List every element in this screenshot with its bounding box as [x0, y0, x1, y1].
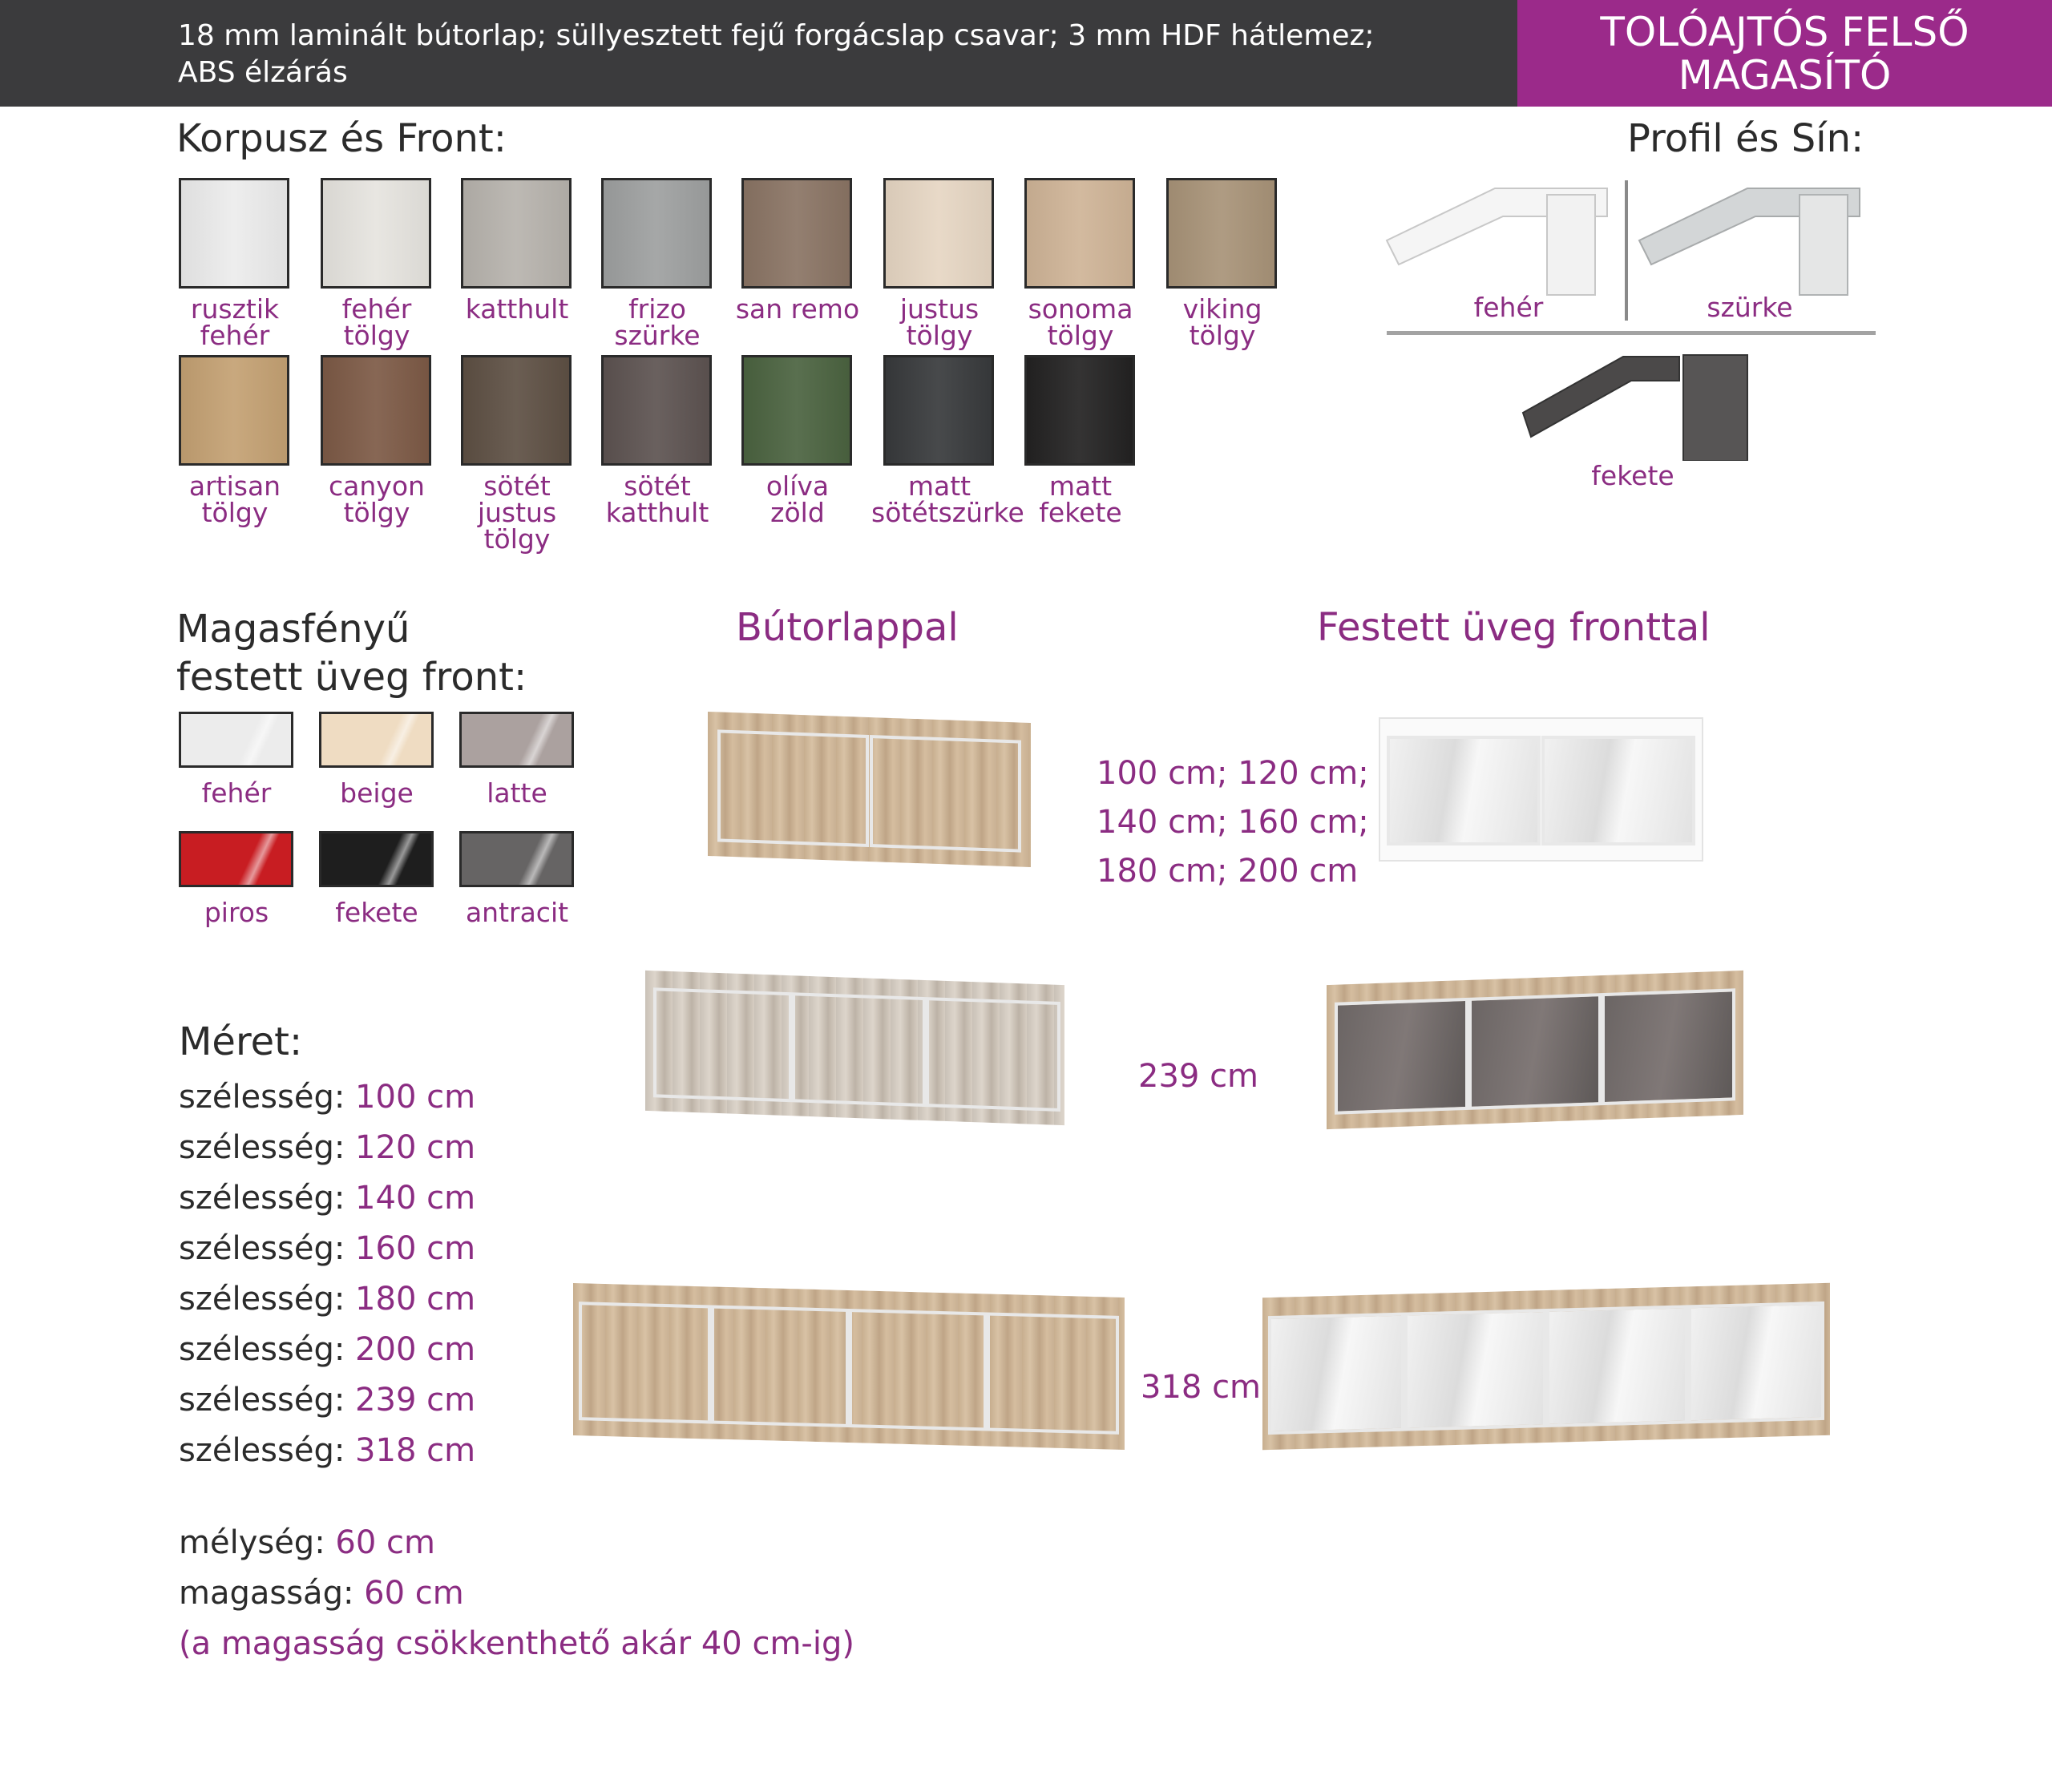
label-line-1: sötét: [483, 470, 551, 502]
width-value: 239 cm: [355, 1382, 476, 1419]
glass-swatch-label: piros: [204, 897, 269, 928]
size-line-1: 100 cm; 120 cm;: [1097, 755, 1369, 792]
spec-line-2: ABS élzárás: [178, 56, 348, 89]
size-line-3: 180 cm; 200 cm: [1097, 853, 1359, 890]
label-line-1: matt: [907, 470, 971, 502]
korpusz-swatch: [741, 355, 852, 466]
width-row: [179, 1375, 475, 1426]
label-line-2: katthult: [605, 497, 709, 528]
height-label: magasság:: [179, 1575, 354, 1612]
label-line-1: viking: [1182, 293, 1262, 325]
cabinet-door: [1268, 1312, 1404, 1435]
cabinet-door: [1546, 1305, 1688, 1427]
glass-heading-line-1: Magasfényű: [176, 607, 410, 652]
korpusz-swatch: [601, 178, 712, 289]
glass-swatch-label: fehér: [201, 777, 272, 809]
korpusz-swatch: [1024, 355, 1135, 466]
korpusz-swatch: [1024, 178, 1135, 289]
korpusz-swatch: [883, 178, 994, 289]
korpusz-heading: Korpusz és Front:: [176, 116, 507, 161]
cabinet-door: [870, 735, 1021, 853]
glass-swatch-label: antracit: [465, 897, 569, 928]
cabinet-door: [1688, 1302, 1824, 1424]
column-festett-uveg: Festett üveg fronttal: [1317, 605, 1711, 650]
korpusz-swatch-label: [449, 293, 585, 325]
cabinet-wood-2-door: [708, 712, 1031, 867]
width-row: [179, 1224, 475, 1274]
label-line-2: tölgy: [343, 320, 410, 351]
label-line-2: fekete: [1039, 497, 1122, 528]
label-line-2: sötétszürke: [871, 497, 1024, 528]
cabinet-door: [792, 992, 926, 1106]
korpusz-swatch-label: [729, 293, 866, 325]
cabinet-door: [1468, 993, 1602, 1110]
label-line-1: sonoma: [1028, 293, 1133, 325]
korpusz-swatch-label: [871, 470, 1024, 528]
size-line-2: 140 cm; 160 cm;: [1097, 804, 1369, 841]
profil-label-fekete: fekete: [1591, 460, 1674, 491]
cabinet-door: [926, 997, 1060, 1111]
korpusz-swatch-label: [449, 470, 585, 555]
label-line-2: fehér: [200, 320, 270, 351]
label-line-1: san remo: [735, 293, 860, 325]
label-line-2: tölgy: [201, 497, 269, 528]
label-line-1: katthult: [465, 293, 569, 325]
column-butorlap: Bútorlappal: [736, 605, 959, 650]
width-label: szélesség:: [179, 1129, 345, 1166]
width-value: 160 cm: [355, 1230, 476, 1267]
label-line-1: sötét: [624, 470, 691, 502]
width-list: [179, 1072, 475, 1476]
korpusz-swatch-label: [871, 293, 1008, 351]
depth-label: mélység:: [179, 1524, 325, 1561]
glass-swatch: [459, 712, 574, 768]
cabinet-door: [579, 1302, 711, 1424]
width-label: szélesség:: [179, 1382, 345, 1419]
cabinet-door: [1335, 997, 1468, 1114]
spec-text: [178, 18, 1493, 91]
width-value: 200 cm: [355, 1331, 476, 1368]
width-row: [179, 1274, 475, 1325]
width-value: 318 cm: [355, 1432, 476, 1469]
height-value: 60 cm: [364, 1575, 464, 1612]
width-label: szélesség:: [179, 1281, 345, 1318]
label-line-2: justus tölgy: [477, 497, 557, 555]
korpusz-swatch-label: [309, 293, 445, 351]
korpusz-swatch-label: [1012, 293, 1149, 351]
width-value: 100 cm: [355, 1079, 476, 1116]
size-group-1: [1097, 749, 1369, 896]
size-239: 239 cm: [1138, 1058, 1259, 1095]
glass-heading-line-2: festett üveg front:: [176, 655, 527, 700]
spec-line-1: 18 mm laminált bútorlap; süllyesztett fejű forgácslap csavar; 3 mm HDF hátlemez;: [178, 19, 1375, 52]
korpusz-swatch-label: [309, 470, 445, 528]
label-line-1: canyon: [329, 470, 425, 502]
glass-swatch: [319, 831, 434, 887]
korpusz-swatch-label: [1012, 470, 1149, 528]
height-row: [179, 1575, 464, 1612]
korpusz-swatch-label: [167, 293, 303, 351]
korpusz-swatch: [321, 178, 431, 289]
glass-heading: [176, 605, 527, 701]
cabinet-door: [711, 1305, 849, 1427]
label-line-1: rusztik: [190, 293, 280, 325]
width-row: [179, 1325, 475, 1375]
profil-rail-white: [1383, 180, 1623, 301]
glass-swatch-label: beige: [340, 777, 414, 809]
cabinet-door: [653, 987, 792, 1102]
label-line-1: frizo: [628, 293, 686, 325]
cabinet-door: [987, 1312, 1119, 1435]
label-line-2: tölgy: [1047, 320, 1114, 351]
cabinet-door: [1404, 1309, 1546, 1431]
cabinet-glass-white-2-door: [1379, 717, 1703, 862]
title-line-2: MAGASÍTÓ: [1678, 51, 1892, 99]
korpusz-swatch-label: [1154, 293, 1291, 351]
cabinet-wood-3-door: [645, 971, 1064, 1125]
width-label: szélesség:: [179, 1180, 345, 1217]
profil-divider: [1387, 331, 1876, 335]
label-line-2: zöld: [770, 497, 825, 528]
cabinet-door: [849, 1309, 987, 1431]
meret-heading: Méret:: [179, 1019, 303, 1064]
korpusz-swatch: [179, 355, 289, 466]
glass-swatch: [459, 831, 574, 887]
korpusz-swatch: [601, 355, 712, 466]
cabinet-door: [717, 729, 869, 847]
korpusz-swatch: [461, 178, 572, 289]
label-line-2: szürke: [614, 320, 701, 351]
cabinet-wood-4-door: [573, 1283, 1125, 1450]
width-row: [179, 1173, 475, 1224]
glass-swatch: [319, 712, 434, 768]
label-line-2: tölgy: [1189, 320, 1256, 351]
title-box: [1517, 0, 2052, 107]
label-line-1: matt: [1048, 470, 1113, 502]
width-value: 140 cm: [355, 1180, 476, 1217]
cabinet-door: [1602, 988, 1735, 1105]
width-value: 180 cm: [355, 1281, 476, 1318]
width-label: szélesség:: [179, 1230, 345, 1267]
profil-rail-black: [1519, 349, 1759, 461]
width-row: [179, 1426, 475, 1476]
profil-label-szurke: szürke: [1707, 292, 1793, 323]
label-line-1: artisan: [188, 470, 281, 502]
title-line-1: TOLÓAJTÓS FELSŐ: [1600, 8, 1969, 55]
width-row: [179, 1123, 475, 1173]
korpusz-swatch: [741, 178, 852, 289]
depth-row: [179, 1524, 435, 1561]
korpusz-swatch: [461, 355, 572, 466]
label-line-1: fehér: [341, 293, 412, 325]
depth-value: 60 cm: [335, 1524, 435, 1561]
height-note: (a magasság csökkenthető akár 40 cm-ig): [179, 1625, 854, 1662]
korpusz-swatch-label: [167, 470, 303, 528]
korpusz-swatch: [1166, 178, 1277, 289]
profil-divider: [1625, 180, 1628, 321]
width-row: [179, 1072, 475, 1123]
label-line-1: justus: [899, 293, 980, 325]
glass-swatch: [179, 712, 293, 768]
width-value: 120 cm: [355, 1129, 476, 1166]
label-line-1: olíva: [765, 470, 830, 502]
korpusz-swatch: [883, 355, 994, 466]
korpusz-swatch-label: [589, 470, 725, 528]
cabinet-door: [1387, 736, 1541, 846]
korpusz-swatch-label: [729, 470, 866, 528]
label-line-2: tölgy: [343, 497, 410, 528]
width-label: szélesség:: [179, 1079, 345, 1116]
label-line-2: tölgy: [906, 320, 973, 351]
glass-swatch: [179, 831, 293, 887]
korpusz-swatch: [179, 178, 289, 289]
korpusz-swatch-label: [589, 293, 725, 351]
size-318: 318 cm: [1141, 1369, 1262, 1406]
cabinet-door: [1541, 736, 1695, 846]
glass-swatch-label: latte: [487, 777, 547, 809]
cabinet-glass-white-4-door: [1262, 1283, 1830, 1451]
profil-heading: Profil és Sín:: [1627, 116, 1864, 161]
profil-rail-grey: [1635, 180, 1876, 301]
width-label: szélesség:: [179, 1331, 345, 1368]
cabinet-glass-grey-3-door: [1327, 971, 1743, 1129]
width-label: szélesség:: [179, 1432, 345, 1469]
profil-label-feher: fehér: [1473, 292, 1544, 323]
glass-swatch-label: fekete: [335, 897, 418, 928]
korpusz-swatch: [321, 355, 431, 466]
